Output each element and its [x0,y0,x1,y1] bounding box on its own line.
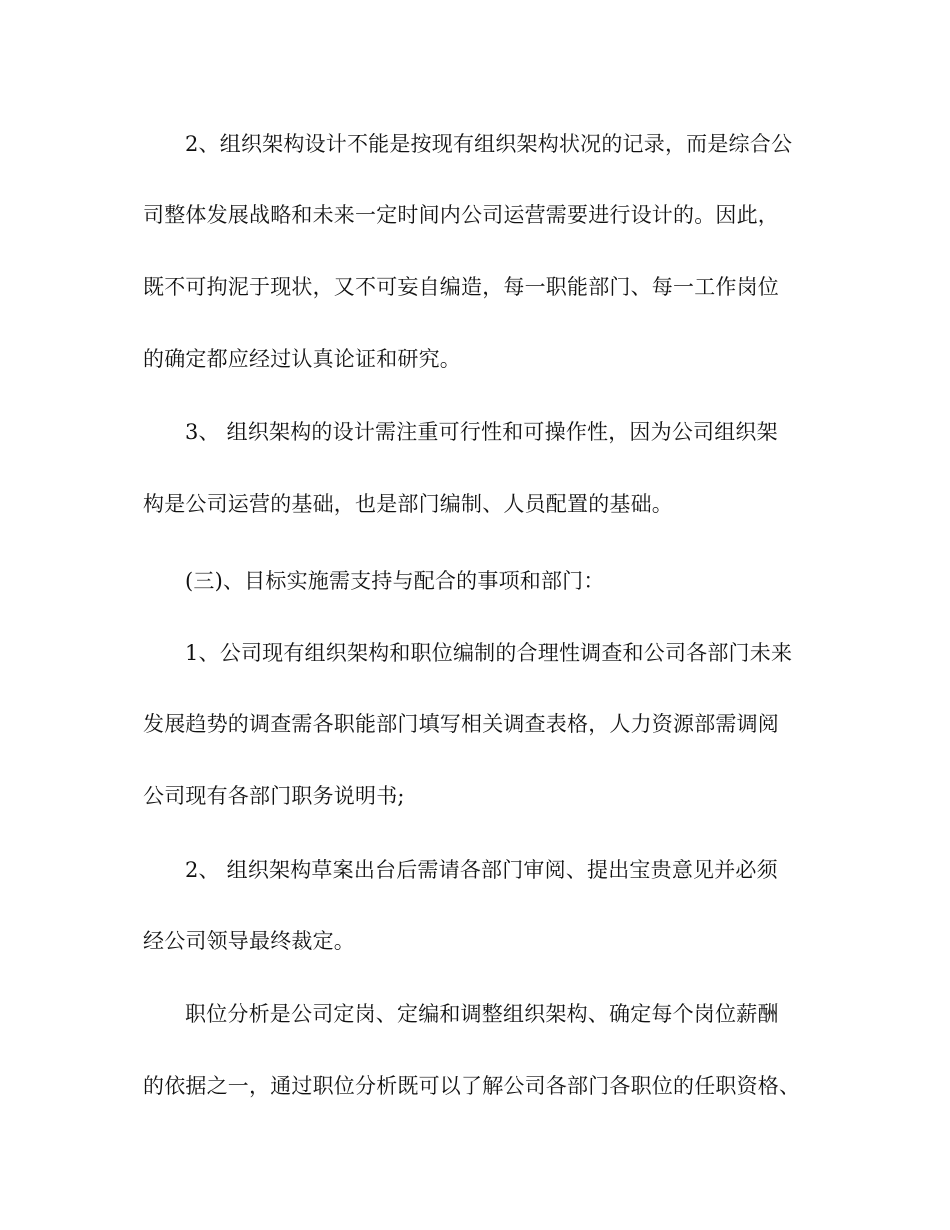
paragraph-line: 公司现有各部门职务说明书; [143,784,405,808]
section-heading: (三)、目标实施需支持与配合的事项和部门： [185,569,605,593]
paragraph-line: 发展趋势的调查需各职能部门填写相关调查表格，人力资源部需调阅 [143,712,779,736]
paragraph-line: 的依据之一，通过职位分析既可以了解公司各部门各职位的任职资格、 [143,1074,801,1098]
paragraph-line: 司整体发展战略和未来一定时间内公司运营需要进行设计的。因此， [143,203,779,227]
paragraph-line: 构是公司运营的基础，也是部门编制、人员配置的基础。 [143,492,673,516]
paragraph-line: 职位分析是公司定岗、定编和调整组织架构、确定每个岗位薪酬 [185,1002,779,1026]
paragraph-line: 2、 组织架构草案出台后需请各部门审阅、提出宝贵意见并必须 [185,858,778,882]
paragraph-line: 的确定都应经过认真论证和研究。 [143,347,461,371]
paragraph-line: 1、公司现有组织架构和职位编制的合理性调查和公司各部门未来 [185,641,793,665]
paragraph-line: 经公司领导最终裁定。 [143,929,355,953]
paragraph-line: 2、组织架构设计不能是按现有组织架构状况的记录，而是综合公 [185,132,793,156]
paragraph-line: 既不可拘泥于现状，又不可妄自编造，每一职能部门、每一工作岗位 [143,275,779,299]
paragraph-line: 3、 组织架构的设计需注重可行性和可操作性，因为公司组织架 [185,420,778,444]
